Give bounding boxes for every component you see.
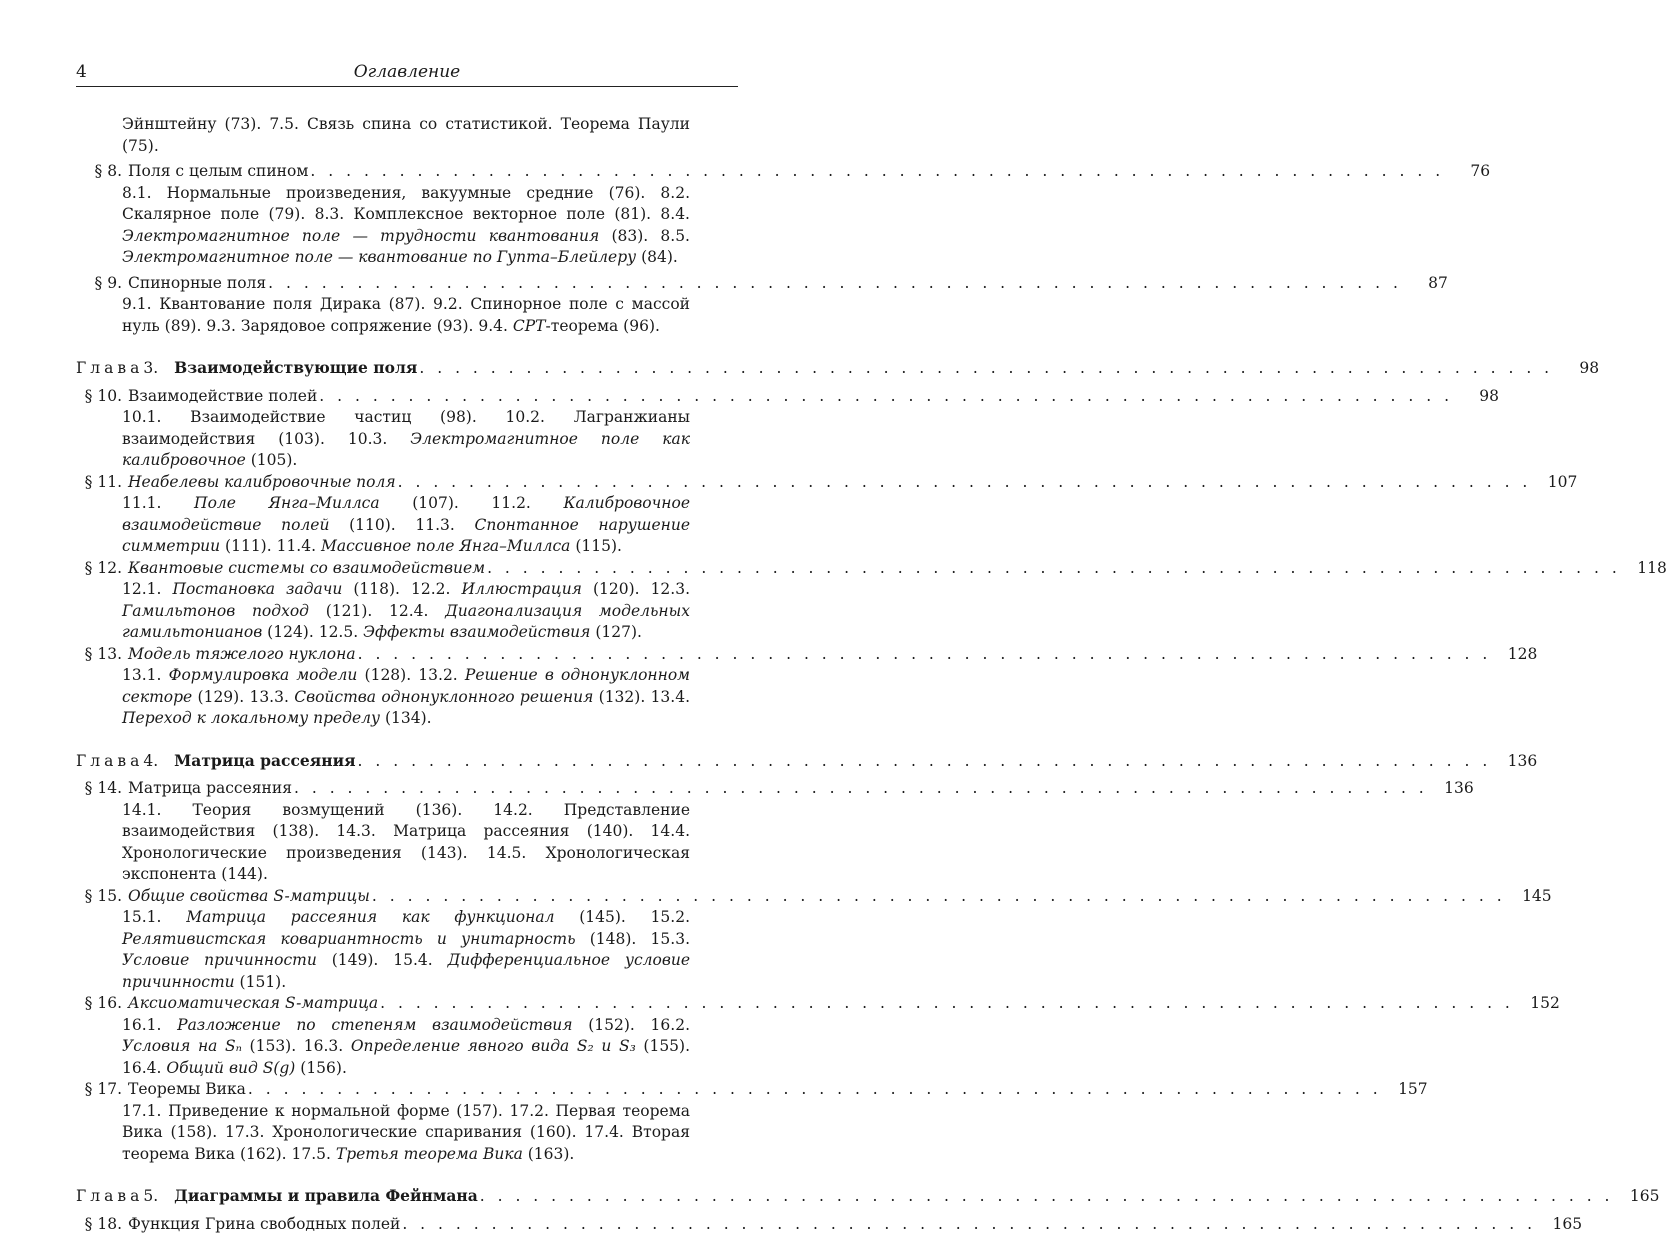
dot-leader: . . . . . . . . . . . . . . . . . . . . . . . . . . . . . . . . . . . . . . . . . . . . . . . . . . . . . . . . . . . . . . . . bbox=[402, 1214, 1537, 1233]
page-ref: 157 bbox=[1398, 1080, 1428, 1098]
page-ref: 107 bbox=[1547, 472, 1578, 491]
section-title: Квантовые системы со взаимодействием bbox=[128, 558, 486, 577]
section-title: Спинорные поля bbox=[128, 273, 267, 292]
section-number: § 13. bbox=[84, 644, 122, 663]
page-ref: 76 bbox=[1470, 162, 1491, 180]
section-title: Общие свойства S-матрицы bbox=[128, 886, 370, 905]
page-ref: 145 bbox=[1522, 886, 1552, 905]
subsections-11: 11.1. Поле Янга–Миллса (107). 11.2. Калибровочное взаимодействие полей (110). 11.3. Спонтанное нарушение симметрии (111). 11.4. Массивное поле Янга–Миллса (115). bbox=[122, 494, 691, 555]
dot-leader: . . . . . . . . . . . . . . . . . . . . . . . . . . . . . . . . . . . . . . . . . . . . . . . . . . . . . . . . . . . . . . . . bbox=[371, 886, 1506, 905]
chapter-label: Глава bbox=[76, 359, 144, 377]
toc-chapter-4[interactable] bbox=[76, 750, 1538, 773]
section-number: § 9. bbox=[94, 273, 122, 292]
subsections-13: 13.1. Формулировка модели (128). 13.2. Решение в однонуклонном секторе (129). 13.3. Свойства однонуклонного решения (132). 13.4. Переход к локальному пределу (134). bbox=[122, 666, 691, 727]
page-number: 4 bbox=[76, 62, 87, 82]
dot-leader: . . . . . . . . . . . . . . . . . . . . . . . . . . . . . . . . . . . . . . . . . . . . . . . . . . . . . . . . . . . . . . . . bbox=[357, 644, 1492, 663]
subsections-12: 12.1. Постановка задачи (118). 12.2. Иллюстрация (120). 12.3. Гамильтонов подход (121). 12.4. Диагонализация модельных гамильтонианов (124). 12.5. Эффекты взаимодействия (127). bbox=[122, 580, 691, 641]
section-number: § 15. bbox=[84, 886, 122, 905]
chapter-number: 4. bbox=[143, 751, 159, 770]
section-title: Взаимодействие полей bbox=[128, 386, 318, 405]
page-ref: 98 bbox=[1579, 359, 1600, 377]
section-number: § 16. bbox=[84, 994, 122, 1012]
section-number: § 14. bbox=[84, 779, 122, 797]
chapter-title: Взаимодействующие поля bbox=[174, 358, 418, 377]
toc-section-18[interactable] bbox=[76, 1214, 1583, 1236]
toc-section-15[interactable] bbox=[76, 886, 1552, 908]
subsections-8: 8.1. Нормальные произведения, вакуумные средние (76). 8.2. Скалярное поле (79). 8.3. Комплексное векторное поле (81). 8.4. Электромагнитное поле — трудности квантования (83). 8.5. Электромагнитное поле — квантование по Гупта–Блейлеру (84). bbox=[122, 183, 690, 266]
dot-leader: . . . . . . . . . . . . . . . . . . . . . . . . . . . . . . . . . . . . . . . . . . . . . . . . . . . . . . . . . . . . . . . . bbox=[319, 386, 1454, 405]
subsections-9: 9.1. Квантование поля Дирака (87). 9.2. Спинорное поле с массой нуль (89). 9.3. Зарядовое сопряжение (93). 9.4. CPT-теорема (96). bbox=[122, 295, 690, 335]
chapter-label: Глава bbox=[76, 751, 144, 770]
subsections-17: 17.1. Приведение к нормальной форме (157). 17.2. Первая теорема Вика (158). 17.3. Хронологические спаривания (160). 17.4. Вторая теорема Вика (162). 17.5. Третья теорема Вика (163). bbox=[122, 1101, 690, 1163]
section-number: § 18. bbox=[84, 1214, 122, 1233]
dot-leader: . . . . . . . . . . . . . . . . . . . . . . . . . . . . . . . . . . . . . . . . . . . . . . . . . . . . . . . . . . . . . . . . bbox=[294, 779, 1428, 797]
chapter-title: Матрица рассеяния bbox=[174, 750, 356, 770]
page-ref: 118 bbox=[1637, 558, 1667, 577]
section-title: Функция Грина свободных полей bbox=[128, 1214, 401, 1233]
running-header bbox=[76, 62, 738, 87]
chapter-label: Глава bbox=[76, 1187, 144, 1205]
page-ref: 136 bbox=[1507, 751, 1538, 770]
chapter-number: 5. bbox=[143, 1187, 159, 1205]
toc-section-10[interactable] bbox=[76, 386, 1500, 408]
dot-leader: . . . . . . . . . . . . . . . . . . . . . . . . . . . . . . . . . . . . . . . . . . . . . . . . . . . . . . . . . . . . . . . . bbox=[268, 273, 1402, 292]
section-title: Модель тяжелого нуклона bbox=[128, 644, 356, 663]
page-ref: 98 bbox=[1479, 386, 1500, 405]
section-number: § 10. bbox=[84, 386, 122, 405]
dot-leader: . . . . . . . . . . . . . . . . . . . . . . . . . . . . . . . . . . . . . . . . . . . . . . . . . . . . . . . . . . . . . . . . bbox=[397, 472, 1532, 491]
toc-section-16[interactable] bbox=[76, 993, 1560, 1015]
page-ref: 87 bbox=[1428, 273, 1448, 292]
toc-section-8[interactable] bbox=[76, 161, 1491, 183]
running-title: Оглавление bbox=[353, 62, 461, 82]
page-ref: 136 bbox=[1444, 779, 1474, 797]
dot-leader: . . . . . . . . . . . . . . . . . . . . . . . . . . . . . . . . . . . . . . . . . . . . . . . . . . . . . . . . . . . . . . . . bbox=[479, 1187, 1614, 1205]
chapter-title: Диаграммы и правила Фейнмана bbox=[174, 1186, 478, 1205]
subsections-16: 16.1. Разложение по степеням взаимодействия (152). 16.2. Условия на Sₙ (153). 16.3. Определение явного вида S₂ и S₃ (155). 16.4. Общий вид S(g) (156). bbox=[122, 1015, 691, 1077]
toc-chapter-5[interactable] bbox=[76, 1185, 1660, 1208]
dot-leader: . . . . . . . . . . . . . . . . . . . . . . . . . . . . . . . . . . . . . . . . . . . . . . . . . . . . . . . . . . . . . . . . bbox=[419, 359, 1554, 377]
section-number: § 12. bbox=[84, 558, 122, 577]
table-of-contents bbox=[76, 114, 1667, 1235]
page-ref: 165 bbox=[1629, 1187, 1660, 1205]
page-ref: 165 bbox=[1552, 1214, 1583, 1233]
toc-section-9[interactable] bbox=[76, 273, 1448, 295]
dot-leader: . . . . . . . . . . . . . . . . . . . . . . . . . . . . . . . . . . . . . . . . . . . . . . . . . . . . . . . . . . . . . . . . bbox=[380, 994, 1514, 1012]
section-title: Неабелевы калибровочные поля bbox=[128, 472, 396, 491]
toc-section-14[interactable] bbox=[76, 778, 1474, 800]
toc-section-17[interactable] bbox=[76, 1079, 1428, 1101]
subsections-10: 10.1. Взаимодействие частиц (98). 10.2. Лагранжианы взаимодействия (103). 10.3. Электромагнитное поле как калибровочное (105). bbox=[122, 408, 690, 469]
subsections-14: 14.1. Теория возмущений (136). 14.2. Представление взаимодействия (138). 14.3. Матрица рассеяния (140). 14.4. Хронологические произведения (143). 14.5. Хронологическая экспонента (144). bbox=[122, 800, 690, 883]
section-title: Матрица рассеяния bbox=[128, 779, 292, 797]
dot-leader: . . . . . . . . . . . . . . . . . . . . . . . . . . . . . . . . . . . . . . . . . . . . . . . . . . . . . . . . . . . . . . . . bbox=[310, 162, 1445, 180]
dot-leader: . . . . . . . . . . . . . . . . . . . . . . . . . . . . . . . . . . . . . . . . . . . . . . . . . . . . . . . . . . . . . . . . bbox=[247, 1080, 1382, 1098]
dot-leader: . . . . . . . . . . . . . . . . . . . . . . . . . . . . . . . . . . . . . . . . . . . . . . . . . . . . . . . . . . . . . . . . bbox=[357, 751, 1492, 770]
subsections-15: 15.1. Матрица рассеяния как функционал (145). 15.2. Релятивистская ковариантность и унитарность (148). 15.3. Условие причинности (149). 15.4. Дифференциальное условие причинности (151). bbox=[122, 908, 691, 991]
continued-subsections: Эйнштейну (73). 7.5. Связь спина со статистикой. Теорема Паули (75). bbox=[122, 115, 690, 155]
section-title: Поля с целым спином bbox=[128, 162, 309, 180]
toc-section-12[interactable] bbox=[76, 558, 1667, 580]
chapter-number: 3. bbox=[143, 359, 159, 377]
section-title: Аксиоматическая S-матрица bbox=[128, 994, 379, 1012]
section-number: § 11. bbox=[84, 472, 122, 491]
page-ref: 152 bbox=[1530, 994, 1560, 1012]
toc-section-11[interactable] bbox=[76, 472, 1578, 494]
dot-leader: . . . . . . . . . . . . . . . . . . . . . . . . . . . . . . . . . . . . . . . . . . . . . . . . . . . . . . . . . . . . . . . . bbox=[487, 558, 1621, 577]
toc-chapter-3[interactable] bbox=[76, 357, 1600, 380]
section-number: § 8. bbox=[94, 162, 122, 180]
section-number: § 17. bbox=[84, 1080, 122, 1098]
toc-section-13[interactable] bbox=[76, 644, 1538, 666]
section-title: Теоремы Вика bbox=[128, 1080, 246, 1098]
page-ref: 128 bbox=[1507, 644, 1538, 663]
